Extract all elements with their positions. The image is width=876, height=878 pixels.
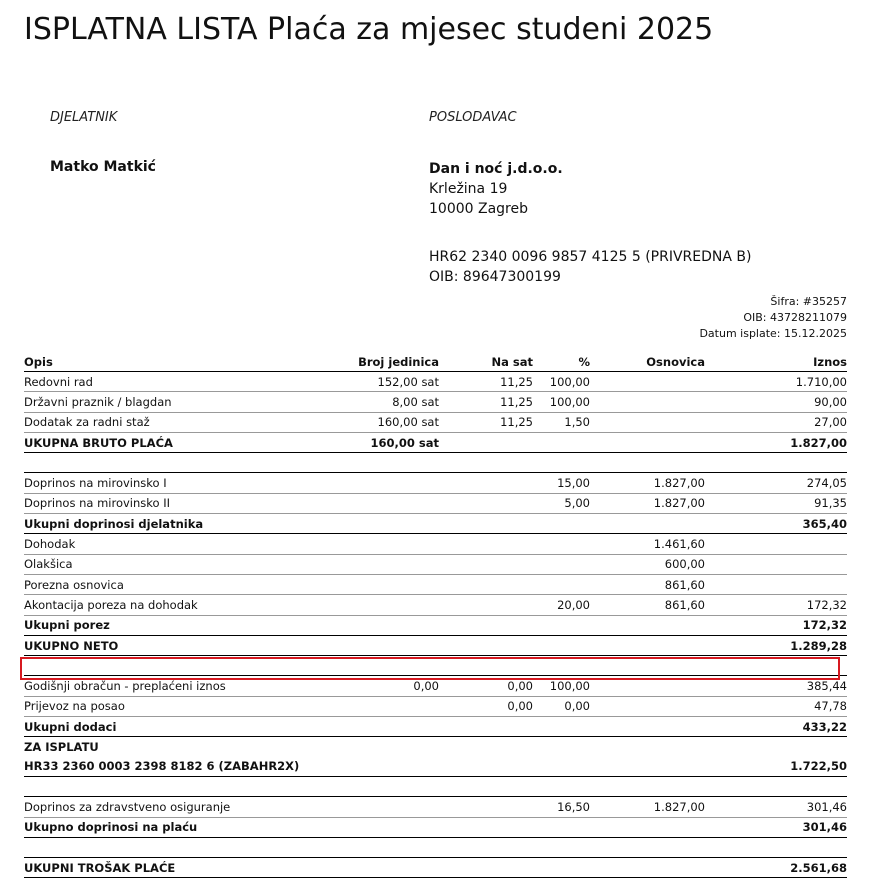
cell-rate [439, 737, 533, 757]
cell-desc: Doprinos na mirovinsko I [24, 473, 274, 493]
col-header-desc: Opis [24, 353, 274, 372]
cell-base: 600,00 [590, 554, 705, 574]
cell-rate [439, 797, 533, 817]
cell-units: 8,00 sat [274, 392, 439, 412]
cell-desc [24, 776, 274, 796]
employer-label: POSLODAVAC [429, 110, 517, 125]
cell-amount: 301,46 [705, 817, 847, 837]
cell-percent [533, 776, 590, 796]
cell-units [274, 615, 439, 635]
cell-base [590, 817, 705, 837]
cell-percent [533, 635, 590, 655]
cell-units [274, 554, 439, 574]
cell-units [274, 514, 439, 534]
cell-desc: Doprinos na mirovinsko II [24, 493, 274, 513]
cell-amount: 1.289,28 [705, 635, 847, 655]
payment-date: Datum isplate: 15.12.2025 [699, 327, 847, 340]
cell-percent: 20,00 [533, 595, 590, 615]
cell-amount: 1.827,00 [705, 432, 847, 452]
cell-desc: Ukupni doprinosi djelatnika [24, 514, 274, 534]
cell-percent [533, 453, 590, 473]
cell-base [590, 514, 705, 534]
table-row [24, 514, 847, 534]
cell-units [274, 595, 439, 615]
cell-percent [533, 757, 590, 777]
cell-amount: 2.561,68 [705, 858, 847, 878]
employer-name: Dan i noć j.d.o.o. [429, 161, 563, 177]
cell-desc: Olakšica [24, 554, 274, 574]
cell-units [274, 473, 439, 493]
employer-address [429, 159, 563, 219]
cell-desc: Akontacija poreza na dohodak [24, 595, 274, 615]
cell-base [590, 453, 705, 473]
cell-units [274, 837, 439, 857]
cell-desc [24, 837, 274, 857]
cell-amount: 91,35 [705, 493, 847, 513]
cell-amount: 172,32 [705, 595, 847, 615]
cell-amount: 385,44 [705, 676, 847, 696]
cell-base [590, 635, 705, 655]
cell-desc: HR33 2360 0003 2398 8182 6 (ZABAHR2X) [24, 757, 274, 777]
cell-amount [705, 554, 847, 574]
cell-units: 152,00 sat [274, 372, 439, 392]
cell-rate: 11,25 [439, 392, 533, 412]
cell-base [590, 737, 705, 757]
cell-base [590, 776, 705, 796]
cell-desc: UKUPNO NETO [24, 635, 274, 655]
cell-percent [533, 737, 590, 757]
table-row [24, 757, 847, 777]
cell-rate [439, 837, 533, 857]
employee-name: Matko Matkić [50, 159, 156, 175]
cell-base [590, 412, 705, 432]
cell-amount [705, 737, 847, 757]
table-row [24, 432, 847, 452]
cell-units [274, 453, 439, 473]
table-spacer-row [24, 453, 847, 473]
cell-desc: Redovni rad [24, 372, 274, 392]
cell-amount: 1.710,00 [705, 372, 847, 392]
cell-rate [439, 554, 533, 574]
cell-units [274, 797, 439, 817]
table-row [24, 493, 847, 513]
cell-units [274, 696, 439, 716]
cell-units [274, 717, 439, 737]
table-row [24, 534, 847, 554]
cell-desc: ZA ISPLATU [24, 739, 99, 754]
cell-rate [439, 757, 533, 777]
table-row [24, 392, 847, 412]
cell-amount: 172,32 [705, 615, 847, 635]
page-title: ISPLATNA LISTA Plaća za mjesec studeni 2025 [24, 12, 714, 47]
cell-amount: 27,00 [705, 412, 847, 432]
cell-units [274, 858, 439, 878]
cell-amount: 433,22 [705, 717, 847, 737]
cell-amount: 1.722,50 [705, 757, 847, 777]
payslip-meta [699, 294, 847, 342]
cell-base [590, 757, 705, 777]
cell-base [590, 432, 705, 452]
cell-amount [705, 776, 847, 796]
table-row [24, 858, 847, 878]
cell-units [274, 737, 439, 757]
cell-base [590, 717, 705, 737]
cell-rate: 0,00 [439, 696, 533, 716]
cell-percent [533, 858, 590, 878]
cell-amount: 90,00 [705, 392, 847, 412]
cell-amount: 274,05 [705, 473, 847, 493]
cell-percent: 0,00 [533, 696, 590, 716]
cell-percent: 5,00 [533, 493, 590, 513]
cell-percent: 1,50 [533, 412, 590, 432]
cell-amount [705, 574, 847, 594]
cell-percent [533, 817, 590, 837]
cell-desc: Državni praznik / blagdan [24, 392, 274, 412]
cell-base: 861,60 [590, 574, 705, 594]
table-row [24, 412, 847, 432]
cell-rate [439, 817, 533, 837]
cell-percent [533, 615, 590, 635]
cell-desc: Porezna osnovica [24, 574, 274, 594]
cell-desc: UKUPNI TROŠAK PLAĆE [24, 858, 274, 878]
cell-rate [439, 534, 533, 554]
col-header-units: Broj jedinica [274, 353, 439, 372]
cell-percent: 100,00 [533, 676, 590, 696]
cell-base: 1.827,00 [590, 797, 705, 817]
cell-amount: 365,40 [705, 514, 847, 534]
table-row [24, 574, 847, 594]
cell-rate [439, 717, 533, 737]
cell-base [590, 696, 705, 716]
payslip-table [24, 353, 847, 878]
table-spacer-row [24, 776, 847, 796]
cell-amount: 301,46 [705, 797, 847, 817]
cell-desc: Ukupni porez [24, 615, 274, 635]
col-header-amount: Iznos [705, 353, 847, 372]
cell-percent [533, 837, 590, 857]
cell-amount [705, 534, 847, 554]
table-row [24, 635, 847, 655]
cell-desc: Dodatak za radni staž [24, 412, 274, 432]
employee-label: DJELATNIK [50, 110, 118, 125]
cell-desc: Ukupni dodaci [24, 717, 274, 737]
col-header-percent: % [533, 353, 590, 372]
cell-percent [533, 514, 590, 534]
table-spacer-row [24, 837, 847, 857]
cell-rate: 0,00 [439, 676, 533, 696]
payslip-code: Šifra: #35257 [770, 295, 847, 308]
employer-street: Krležina 19 [429, 181, 508, 197]
cell-rate [439, 574, 533, 594]
cell-units [274, 635, 439, 655]
table-header-row [24, 353, 847, 372]
table-row [24, 696, 847, 716]
cell-desc: Dohodak [24, 534, 274, 554]
cell-rate: 11,25 [439, 372, 533, 392]
table-row [24, 615, 847, 635]
cell-desc: Godišnji obračun - preplaćeni iznos [24, 676, 274, 696]
cell-percent [533, 574, 590, 594]
cell-units [274, 534, 439, 554]
cell-units: 0,00 [274, 676, 439, 696]
table-row [24, 817, 847, 837]
table-row [24, 554, 847, 574]
cell-percent: 100,00 [533, 392, 590, 412]
cell-desc: Ukupno doprinosi na plaću [24, 817, 274, 837]
cell-percent [533, 534, 590, 554]
cell-amount: 47,78 [705, 696, 847, 716]
col-header-rate: Na sat [439, 353, 533, 372]
cell-units: 160,00 sat [274, 432, 439, 452]
highlight-box [20, 657, 840, 680]
cell-base [590, 392, 705, 412]
table-row [24, 473, 847, 493]
table-row [24, 737, 847, 757]
cell-units [274, 574, 439, 594]
cell-amount [705, 837, 847, 857]
cell-amount [705, 453, 847, 473]
cell-base [590, 372, 705, 392]
cell-units [274, 493, 439, 513]
cell-rate [439, 615, 533, 635]
table-row [24, 595, 847, 615]
cell-percent [533, 432, 590, 452]
cell-base: 1.827,00 [590, 493, 705, 513]
employer-city: 10000 Zagreb [429, 201, 528, 217]
cell-base [590, 858, 705, 878]
cell-base: 861,60 [590, 595, 705, 615]
cell-desc: Prijevoz na posao [24, 696, 274, 716]
cell-desc: UKUPNA BRUTO PLAĆA [24, 432, 274, 452]
cell-percent [533, 554, 590, 574]
employer-bank [429, 247, 751, 287]
table-row [24, 372, 847, 392]
cell-desc [24, 453, 274, 473]
cell-rate [439, 453, 533, 473]
cell-desc: Doprinos za zdravstveno osiguranje [24, 797, 274, 817]
employer-iban: HR62 2340 0096 9857 4125 5 (PRIVREDNA B) [429, 249, 752, 265]
cell-units: 160,00 sat [274, 412, 439, 432]
cell-base: 1.461,60 [590, 534, 705, 554]
cell-base [590, 837, 705, 857]
cell-rate [439, 493, 533, 513]
table-row [24, 717, 847, 737]
cell-rate [439, 514, 533, 534]
cell-units [274, 776, 439, 796]
cell-base: 1.827,00 [590, 473, 705, 493]
cell-units [274, 817, 439, 837]
cell-percent: 16,50 [533, 797, 590, 817]
cell-base [590, 615, 705, 635]
cell-rate [439, 432, 533, 452]
cell-rate: 11,25 [439, 412, 533, 432]
cell-percent [533, 717, 590, 737]
cell-rate [439, 473, 533, 493]
cell-rate [439, 776, 533, 796]
cell-percent: 15,00 [533, 473, 590, 493]
employer-oib: OIB: 89647300199 [429, 269, 561, 285]
cell-rate [439, 858, 533, 878]
col-header-base: Osnovica [590, 353, 705, 372]
table-row [24, 797, 847, 817]
employee-oib: OIB: 43728211079 [743, 311, 847, 324]
cell-percent: 100,00 [533, 372, 590, 392]
cell-rate [439, 595, 533, 615]
cell-rate [439, 635, 533, 655]
